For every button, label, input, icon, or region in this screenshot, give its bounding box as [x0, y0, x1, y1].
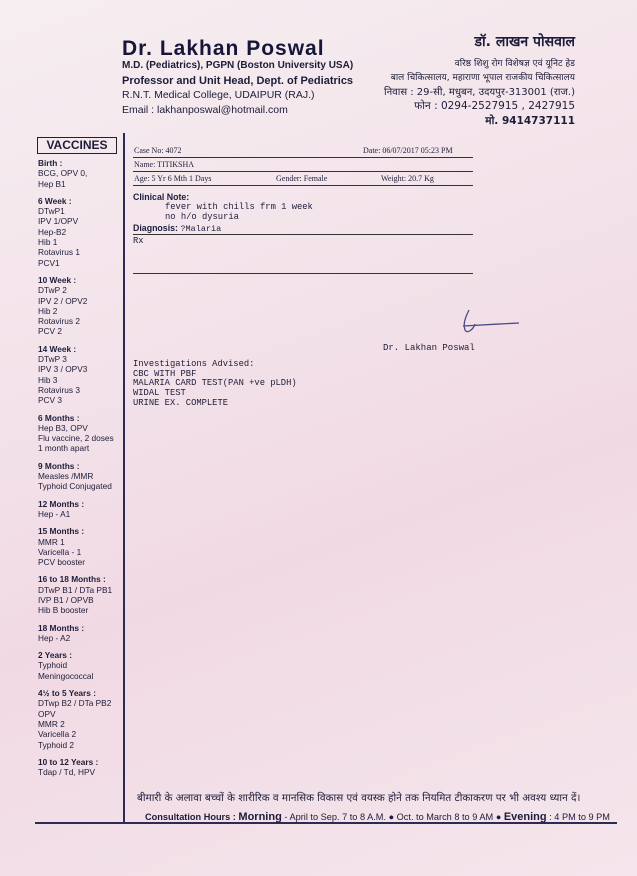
vaccine-item: DTwp B2 / DTa PB2 — [38, 698, 112, 709]
investigation-item: URINE EX. COMPLETE — [133, 397, 229, 408]
evening-label: Evening — [503, 811, 547, 823]
vaccine-item: Rotavirus 2 — [38, 316, 80, 327]
diagnosis-rule — [133, 234, 473, 235]
patient-gender: Gender: Female — [276, 174, 328, 183]
vaccine-schedule — [38, 158, 124, 784]
vaccine-item: Hep B3, OPV — [38, 422, 88, 433]
hindi-address: निवास : 29-सी, मधुबन, उदयपुर-313001 (राज.) — [384, 87, 575, 98]
vaccine-age-heading: 4½ to 5 Years : — [38, 688, 96, 699]
visit-date: Date: 06/07/2017 05:23 PM — [363, 146, 453, 155]
vaccine-item: Rotavirus 1 — [38, 247, 80, 258]
vaccine-item: DTwP B1 / DTa PB1 — [38, 584, 113, 595]
diagnosis-label: Diagnosis: — [133, 223, 178, 233]
vaccine-item: Meningococcal — [38, 670, 94, 681]
vaccine-age-heading: 6 Months : — [38, 412, 80, 423]
vaccine-item: Typhoid Conjugated — [38, 481, 112, 492]
vaccine-item: Flu vaccine, 2 doses — [38, 433, 114, 444]
vaccine-item: PCV 3 — [38, 395, 62, 406]
vaccine-item: 1 month apart — [38, 443, 90, 454]
vaccine-age-heading: 6 Week : — [38, 195, 72, 206]
vaccine-item: IVP B1 / OPVB — [38, 594, 94, 605]
vaccine-age-heading: 10 Week : — [38, 274, 77, 285]
vaccine-item: Measles /MMR — [38, 471, 94, 482]
vaccine-item: DTwP 3 — [38, 354, 67, 365]
vaccine-item: Hep - A2 — [38, 632, 71, 643]
vaccine-item: Typhoid 2 — [38, 739, 74, 750]
footer-advice: बीमारी के अलावा बच्चों के शारीरिक व मानसिक विकास एवं वयस्क होने तक नियमित टीकाकरण पर भी अवश्य ध्यान दें। — [137, 792, 581, 804]
consultation-hours — [145, 811, 610, 823]
vaccine-item: Varicella 2 — [38, 729, 77, 740]
hindi-mobile: मो. 9414737111 — [485, 115, 575, 127]
patient-details — [133, 144, 473, 186]
patient-age: Age: 5 Yr 6 Mth 1 Days — [134, 174, 212, 183]
vaccine-item: IPV 3 / OPV3 — [38, 364, 88, 375]
vaccine-group — [38, 526, 124, 567]
vaccine-item: Rotavirus 3 — [38, 384, 80, 395]
morning-label: Morning — [238, 811, 282, 823]
vaccine-age-heading: 2 Years : — [38, 650, 72, 661]
vaccine-item: OPV — [38, 708, 56, 719]
vaccine-group — [38, 158, 124, 189]
diagnosis-value: ?Malaria — [180, 224, 222, 234]
college: R.N.T. Medical College, UDAIPUR (RAJ.) — [122, 89, 315, 101]
vaccine-item: IPV 2 / OPV2 — [38, 295, 88, 306]
vaccine-item: MMR 2 — [38, 718, 65, 729]
hindi-doctor-name: डॉ. लाखन पोसवाल — [474, 34, 575, 50]
vaccine-group — [38, 757, 124, 778]
vaccine-item: DTwP 2 — [38, 285, 67, 296]
vaccine-age-heading: 10 to 12 Years : — [38, 756, 99, 767]
hindi-hospital: बाल चिकित्सालय, महाराणा भूपाल राजकीय चिकित्सालय — [390, 73, 575, 83]
vaccine-item: Hep-B2 — [38, 226, 67, 237]
hindi-phone: फोन : 0294-2527915 , 2427915 — [414, 100, 575, 112]
vaccine-group — [38, 461, 124, 492]
vaccine-age-heading: 9 Months : — [38, 460, 80, 471]
vaccine-item: PCV1 — [38, 257, 60, 268]
vaccine-item: PCV booster — [38, 557, 86, 568]
vaccine-item: IPV 1/OPV — [38, 216, 79, 227]
vaccine-age-heading: 12 Months : — [38, 498, 85, 509]
vaccine-group — [38, 413, 124, 454]
vaccine-group — [38, 650, 124, 681]
vaccine-item: Hib B booster — [38, 605, 89, 616]
investigation-item: MALARIA CARD TEST(PAN +ve pLDH) — [133, 378, 297, 389]
vaccine-item: Hib 2 — [38, 305, 58, 316]
vaccine-item: Hep B1 — [38, 178, 66, 189]
investigation-item: WIDAL TEST — [133, 388, 186, 399]
vaccine-item: MMR 1 — [38, 536, 65, 547]
vaccine-item: Tdap / Td, HPV — [38, 767, 96, 778]
designation: Professor and Unit Head, Dept. of Pediatrics — [122, 75, 354, 87]
patient-weight: Weight: 20.7 Kg — [381, 174, 434, 183]
vaccine-group — [38, 196, 124, 268]
vaccine-item: Typhoid — [38, 660, 68, 671]
signature-scribble — [455, 308, 525, 336]
investigations — [133, 360, 297, 409]
evening-time: : 4 PM to 9 PM — [549, 812, 610, 822]
vaccine-item: DTwP1 — [38, 206, 65, 217]
vaccine-item: Hib 3 — [38, 374, 58, 385]
morning-time: - April to Sep. 7 to 8 A.M. ● Oct. to March 8 to 9 AM ● — [284, 812, 502, 822]
vaccine-item: BCG, OPV 0, — [38, 168, 88, 179]
case-number: Case No: 4072 — [134, 146, 182, 155]
qualification: M.D. (Pediatrics), PGPN (Boston University USA) — [122, 60, 354, 71]
vaccines-title: VACCINES — [37, 137, 117, 154]
investigation-item: CBC WITH PBF — [133, 368, 197, 379]
vaccine-group — [38, 688, 124, 750]
vaccine-age-heading: 16 to 18 Months : — [38, 574, 106, 585]
vaccine-age-heading: 18 Months : — [38, 622, 85, 633]
vaccine-group — [38, 275, 124, 337]
diagnosis — [133, 223, 221, 234]
investigations-title: Investigations Advised: — [133, 359, 255, 369]
vaccine-group — [38, 344, 124, 406]
clinical-note-text — [165, 203, 313, 222]
signature-name: Dr. Lakhan Poswal — [383, 343, 475, 353]
patient-name: Name: TITIKSHA — [134, 160, 195, 169]
vaccine-item: PCV 2 — [38, 326, 62, 337]
vaccine-group — [38, 574, 124, 615]
hindi-title: वरिष्ठ शिशु रोग विशेषज्ञ एवं यूनिट हेड — [454, 59, 575, 69]
rx-rule — [133, 273, 473, 274]
rx-label: Rx — [133, 236, 144, 246]
vaccine-group — [38, 623, 124, 644]
consultation-label: Consultation Hours : — [145, 812, 236, 822]
vaccine-age-heading: 15 Months : — [38, 526, 85, 537]
clinical-note-line: no h/o dysuria — [165, 211, 239, 222]
vaccine-age-heading: 14 Week : — [38, 343, 77, 354]
doctor-name: Dr. Lakhan Poswal — [122, 37, 325, 60]
vaccine-age-heading: Birth : — [38, 158, 63, 168]
vaccine-item: Hib 1 — [38, 237, 58, 248]
vaccine-item: Varicella - 1 — [38, 546, 82, 557]
clinical-note-label: Clinical Note: — [133, 192, 190, 202]
vaccine-group — [38, 499, 124, 520]
email: Email : lakhanposwal@hotmail.com — [122, 104, 288, 116]
vaccine-item: Hep - A1 — [38, 508, 71, 519]
clinical-note-line: fever with chills frm 1 week — [165, 202, 313, 212]
